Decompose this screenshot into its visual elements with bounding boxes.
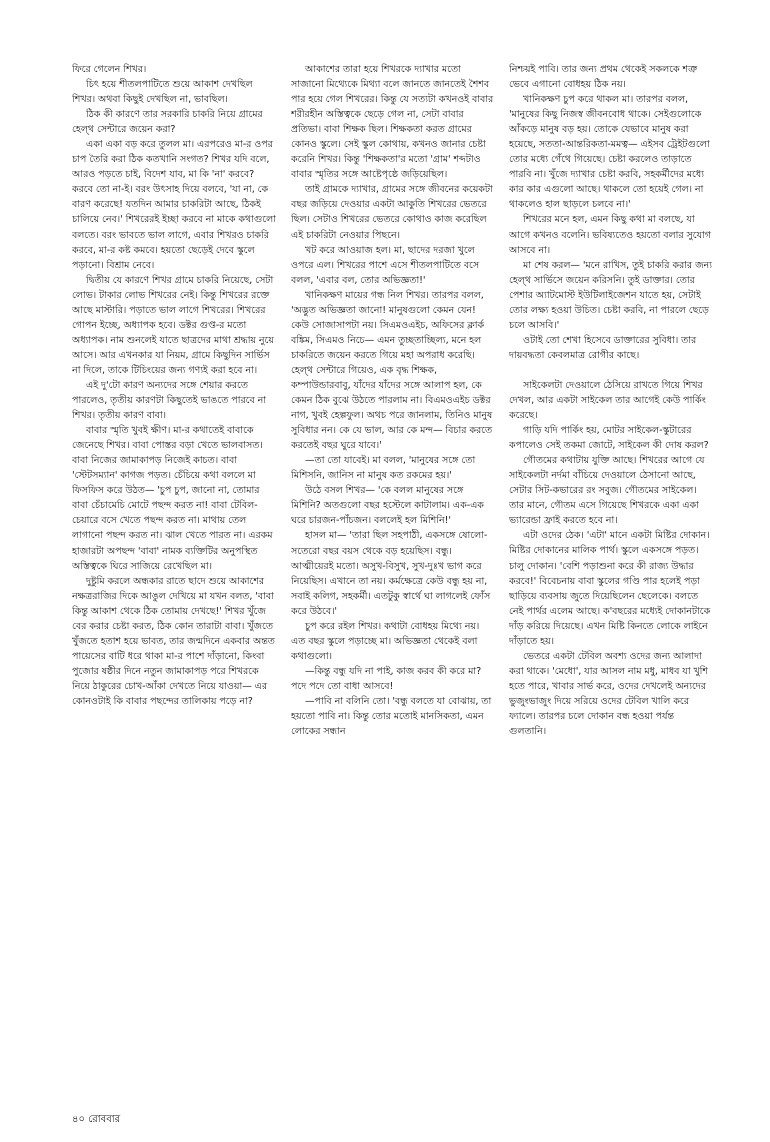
page-footer [72, 1112, 120, 1129]
paragraph: দুষ্টুমি করলে অন্ধকার রাতে ছাদে শুয়ে আকাশের নক্ষত্ররাজির দিকে আঙুল দেখিয়ে মা যখন বলত, 'বাবা কিন্তু আকাশ থেকে ঠিক তোমায় দেখছে!' শিখর খুঁজে বের করার চেষ্টা করত, ঠিক কোন তারাটা বাবা। খুঁজতে খুঁজতে হতাশ হয়ে ভাবত, তার জন্মদিনে একবার অন্তত পায়েসের বাটি ধরে থাকা মা-র পাশে দাঁড়ানো, কিংবা পুজোর ষষ্ঠীর দিনে নতুন জামাকাপড় পরে শিখরকে নিয়ে ঠাকুরের চোখ-আঁকা দেখতে নিয়ে যাওয়া— এর কোনওটাই কি বাবার পছন্দের তালিকায় পড়ে না? [72, 575, 275, 707]
paragraph: বাবার স্মৃতি খুবই ক্ষীণ। মা-র কথাতেই বাবাকে জেনেছে শিখর। বাবা পোস্তর বড়া খেতে ভালবাসত। বাবা নিজের জামাকাপড় নিজেই কাচত। বাবা 'স্টেটসম্যান' কাগজ পড়ত। চেঁচিয়ে কথা বললে মা ফিসফিস করে উঠত— 'চুপ চুপ, জানো না, তোমার বাবা চেঁচামেচি মোটে পছন্দ করত না! বাবা টেবিল-চেয়ারে বসে খেতে পছন্দ করত না। মাথায় তেল লাগানো পছন্দ করত না। ঝাল খেতে পারত না। এরকম হাজারটা অপছন্দ 'বাবা' নামক ব্যক্তিটির অনুপস্থিত অস্তিত্বকে ঘিরে সাজিয়ে রেখেছিল মা। [72, 425, 273, 572]
paragraph: শিখরের মনে হল, এমন কিছু কথা মা বলছে, যা আগে কখনও বলেনি। ভবিষ্যতেও হয়তো বলার সুযোগ আসবে না। [509, 214, 711, 256]
magazine-name: রোববার [88, 1114, 121, 1125]
paragraph: হাসল মা— 'তারা ছিল সহপাঠী, একসঙ্গে ষোলো-সতেরো বছর বয়স থেকে বড় হয়েছিস। বন্ধু। আত্মীয়েরই মতো। অসুখ-বিসুখ, সুখ-দুঃখ ভাগ করে নিয়েছিস। এখানে তা নয়। কর্মক্ষেত্রে কেউ বন্ধু হয় না, সবাই কলিগ, সহকর্মী। এতটুকু স্বার্থে ঘা লাগলেই ফোঁস করে উঠবে।' [291, 530, 491, 617]
paragraph: আকাশের তারা হয়ে শিখরকে দ্যাখার মতো সাজানো মিথ্যেকে মিথ্যা বলে জানতে জানতেই শৈশব পার হয়ে গেল শিখরের। কিন্তু যে সত্যটা কখনওই বাবার শরীরহীন অস্তিত্বকে ছেড়ে গেল না, সেটা বাবার প্রতিভা। বাবা শিক্ষক ছিল। শিক্ষকতা করত গ্রামের কোনও স্কুলে। সেই স্কুল কোথায়, কখনও জানার চেষ্টা করেনি শিখর। কিন্তু 'শিক্ষকতা'র মতো 'গ্রাম' শব্দটাও বাবার স্মৃতির সঙ্গে আষ্টেপৃষ্ঠে জড়িয়েছিল। [291, 64, 494, 181]
paragraph: —কিন্তু বন্ধু যদি না পাই, কাজ করব কী করে মা? পদে পদে তো বাধা আসবে! [291, 665, 482, 692]
paragraph: খানিকক্ষণ মায়ের গন্ধ নিল শিখর। তারপর বলল, 'অদ্ভুত অভিজ্ঞতা জানো! মানুষগুলো কেমন যেন! কেউ সোজাসাপটা নয়। সিএমওএইচ, অফিসের ক্লার্ক বঙ্কিম, সিএমও নিচে— এমন তুচ্ছতাচ্ছিল্য, মনে হল চাকরিতে জয়েন করতে গিয়ে মহা অপরাধ করেছি। হেল্‌থ সেন্টারে গিয়েও, এক বৃদ্ধ শিক্ষক, কম্পাউন্ডারবাবু, যাঁদের যাঁদের সঙ্গে আলাপ হল, কে কেমন ঠিক বুঝে উঠতে পারলাম না। বিএমওএইচ ডক্টর নাগ, খুবই হেল্পফুল। অথচ পরে জানলাম, তিনিও মানুষ সুবিধার নন। কে যে ভাল, আর কে মন্দ— বিচার করতে করতেই বছর ঘুরে যাবে।' [291, 289, 493, 452]
paragraph: ঠিক কী কারণে তার সরকারি চাকরি নিয়ে গ্রামের হেল্‌থ সেন্টারে জয়েন করা? [72, 109, 263, 136]
paragraph: সাইকেলটা দেওয়ালে ঠেসিয়ে রাখতে গিয়ে শিখর দেখল, আর একটা সাইকেল তার আগেই কেউ পার্কিং করেছে। [509, 379, 706, 422]
paragraph: এই দু'টো কারণ অন্যদের সঙ্গে শেয়ার করতে পারলেও, তৃতীয় কারণটা কিছুতেই ভাঙতে পারবে না শিখর। তৃতীয় কারণ বাবা। [72, 379, 267, 422]
paragraph: —তা তো যাবেই। মা বলল, 'মানুষের সঙ্গে তো মিশিসনি, জানিস না মানুষ কত রকমের হয়।' [291, 455, 476, 482]
paragraph: খট করে আওয়াজ হল। মা, ছাদের দরজা খুলে ওপরে এল। শিখরের পাশে এসে শীতলপাটিতে বসে বলল, 'এবার বল, তোর অভিজ্ঞতা!' [291, 244, 480, 286]
paragraph: একা একা বড় করে তুলল মা। এরপরেও মা-র ওপর চাপ তৈরি করা ঠিক কতখানি সংগত? শিখর যদি বলে, আরও পড়তে চাই, বিদেশ যাব, মা কি 'না' করবে? করবে তো না-ই। বরং উৎসাহ দিয়ে বলবে, 'যা না, কে বারণ করেছে! যতদিন আমার চাকরিটা আছে, ঠিকই চালিয়ে নেব।' শিখরেরই ইচ্ছা করবে না মাকে কথাগুলো বলতে। বরং ভাবতে ভাল লাগে, এবার শিখরও চাকরি করবে, মা-র কষ্ট কমবে। হয়তো ছেড়েই দেবে স্কুলে পড়ানো। বিশ্রাম নেবে। [72, 139, 276, 271]
article-page [72, 62, 720, 1092]
paragraph: ওটাই তো শেখা হিসেবে ডাক্তারের সুবিধা। তার দায়বদ্ধতা কেবলমাত্র রোগীর কাছে। [509, 334, 697, 361]
page-number: ৪০ [72, 1114, 85, 1125]
text-column-1 [72, 62, 276, 1092]
text-column-2 [291, 62, 495, 1092]
paragraph: গাড়ি যদি পার্কিং হয়, মোটর সাইকেল-স্কুটারের কপালেও সেই তকমা জোটে, সাইকেল কী দোষ করল? [509, 425, 709, 452]
section-break [509, 363, 713, 378]
paragraph: উঠে বসল শিখর— 'কে বলল মানুষের সঙ্গে মিশিনি? অতগুলো বছর হস্টেলে কাটালাম। এক-এক ঘরে চারজন-পাঁচজন। বললেই হল মিশিনি!' [291, 485, 484, 527]
paragraph: চিৎ হয়ে শীতলপাটিতে শুয়ে আকাশ দেখছিল শিখর। অথবা কিছুই দেখছিল না, ভাবছিল। [72, 79, 253, 106]
paragraph: —পাবি না বলিনি তো। 'বন্ধু বলতে যা বোঝায়, তা হয়তো পাবি না। কিন্তু তোর মতোই মানসিকতা, এমন লোকের সন্ধান [291, 695, 492, 738]
paragraph: ভেতরে একটা টেবিল অবশ্য ওদের জন্য আলাদা করা থাকে। 'মেধো', যার আসল নাম মধু, মাধব যা খুশি হতে পারে, খাবার সার্ভ করে, ওদের দেখলেই অন্যদের ভুজুংভাজুং দিয়ে সরিয়ে ওদের টেবিল খালি করে ফ্যালে। তারপর চলে দোকান বন্ধ হওয়া পর্যন্ত গুলতানি। [509, 650, 708, 738]
paragraph: গৌতমের কথাটায় যুক্তি আছে। শিখরের আগে যে সাইকেলটা নর্দমা বাঁচিয়ে দেওয়ালে ঠেসানো আছে, সেটার সিট-কভারের রং সবুজ। গৌতমের সাইকেল। তার মানে, গৌতম এসে গিয়েছে শিখরকে একা একা ভ্যারেন্ডা ফ্রাই করতে হবে না। [509, 455, 705, 527]
text-column-3 [509, 62, 713, 1092]
paragraph: ফিরে গেলেন শিখর। [72, 64, 147, 75]
paragraph: চুপ করে রইল শিখর। কথাটা বোধহয় মিথ্যে নয়। এত বছর স্কুলে পড়াচ্ছে মা। অভিজ্ঞতা থেকেই বলা কথাগুলো। [291, 620, 480, 662]
paragraph: এটা ওদের ঠেক। 'এটা' মানে একটা মিষ্টির দোকান। মিষ্টির দোকানের মালিক পার্থ। স্কুলে একসঙ্গে পড়ত। চালু দোকান। 'বেশি পড়াশুনা করে কী রাজ্য উদ্ধার করবে!' বিবেচনায় বাবা স্কুলের গণ্ডি পার হলেই পড়া ছাড়িয়ে ব্যবসায় জুতে দিয়েছিলেন ছেলেকে। বলতে নেই পার্থর এলেম আছে। ক'বছরের মধ্যেই দোকানটাকে দাঁড় করিয়ে দিয়েছে। এখন মিষ্টি কিনতে লোকে লাইনে দাঁড়াতে হয়। [509, 530, 711, 647]
paragraph: তাই গ্রামকে দ্যাখার, গ্রামের সঙ্গে জীবনের কয়েকটা বছর জড়িয়ে দেওয়ার একটা আকুতি শিখরের ভেতরে ছিল। সেটাও শিখরের ভেতরে কোথাও কাজ করেছিল এই চাকরিটা নেওয়ার পিছনে। [291, 184, 493, 241]
paragraph: দ্বিতীয় যে কারণে শিখর গ্রামে চাকরি নিয়েছে, সেটা লোভ। টাকার লোভ শিখরের নেই। কিন্তু শিখরের রক্তে আছে মাস্টারি। পড়াতে ভাল লাগে শিখরের। শিখরের গোপন ইচ্ছে, অধ্যাপক হবে। ডক্টর গুপ্ত-র মতো অধ্যাপক। নাম শুনলেই যাতে ছাত্রদের মাথা শ্রদ্ধায় নুয়ে আসে। আর এখনকার যা নিয়ম, গ্রামে কিছুদিন সার্ভিস না দিলে, তাকে টিচিংয়ের জন্য গণ্যই করা হবে না। [72, 274, 274, 376]
paragraph: খানিকক্ষণ চুপ করে থাকল মা। তারপর বলল, 'মানুষের কিছু নিজস্ব জীবনবোধ থাকে। সেইগুলোকে আঁকড়ে মানুষ বড় হয়। তোকে যেভাবে মানুষ করা হয়েছে, সততা-আন্তরিকতা-মমত্ব— এইসব ট্রেইটগুলো তোর মধ্যে গেঁথে গিয়েছে। চেষ্টা করলেও তাড়াতে পারবি না। খুঁজে দ্যাখার চেষ্টা করবি, সহকর্মীদের মধ্যে কার কার এগুলো আছে। থাকলে তো হয়েই গেল। না থাকলেও হাল ছাড়লে চলবে না।' [509, 94, 710, 211]
paragraph: নিশ্চয়ই পাবি। তার জন্য প্রথম থেকেই সকলকে শত্রু ভেবে এগানো বোধহয় ঠিক নয়। [509, 64, 698, 91]
paragraph: মা শেষ করল— 'মনে রাখিস, তুই চাকরি করার জন্য হেল্‌থ সার্ভিসে জয়েন করিসনি। তুই ডাক্তার। তোর পেশার অ্যাটমোস্ট ইউটিলাইজেশন যাতে হয়, সেটাই তোর লক্ষ্য হওয়া উচিত। চেষ্টা করবি, না পারলে ছেড়ে চলে আসবি।' [509, 259, 712, 331]
